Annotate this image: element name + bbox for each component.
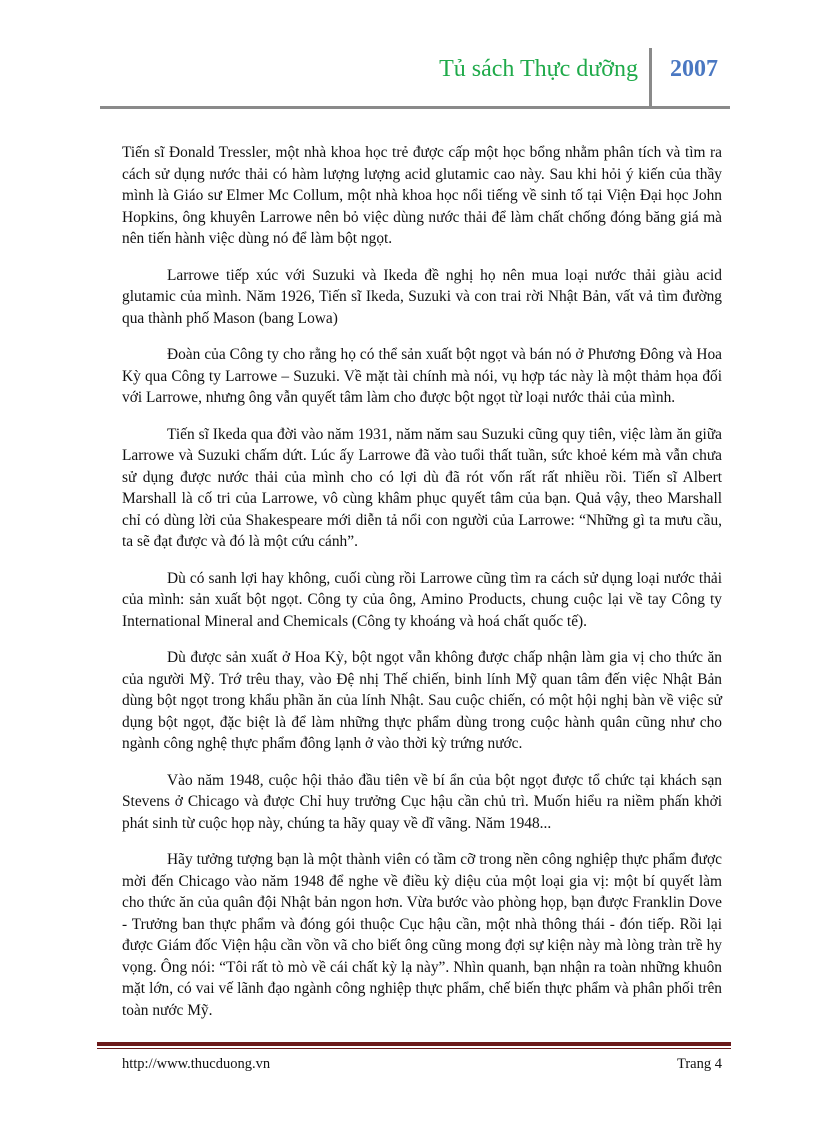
page-number: Trang 4 <box>677 1056 722 1072</box>
footer-url-link[interactable]: http://www.thucduong.vn <box>122 1056 271 1072</box>
paragraph: Larrowe tiếp xúc với Suzuki và Ikeda đề nghị họ nên mua loại nước thải giàu acid glutamic của mình. Năm 1926, Tiến sĩ Ikeda, Suzuki và con trai rời Nhật Bản, vất vả tìm đường qua thành phố Mason (bang Lowa) <box>122 266 722 327</box>
page-header <box>100 48 730 109</box>
header-title: Tủ sách Thực dưỡng <box>439 56 638 82</box>
header-divider <box>649 48 652 106</box>
paragraph: Vào năm 1948, cuộc hội thảo đầu tiên về bí ẩn của bột ngọt được tổ chức tại khách sạn Stevens ở Chicago và được Chỉ huy trưởng Cục hậu cần chủ trì. Muốn hiểu ra niềm phấn khởi phát sinh từ cuộc họp này, chúng ta hãy quay về dĩ vãng. Năm 1948... <box>122 771 722 832</box>
footer-divider <box>97 1042 731 1046</box>
document-body <box>122 142 722 1036</box>
header-year: 2007 <box>670 56 718 82</box>
paragraph: Đoàn của Công ty cho rằng họ có thể sản xuất bột ngọt và bán nó ở Phương Đông và Hoa Kỳ qua Công ty Larrowe – Suzuki. Về mặt tài chính mà nói, vụ hợp tác này là một thảm họa đối với Larrowe, nhưng ông vẫn quyết tâm làm cho được bột ngọt từ loại nước thải của mình. <box>122 346 722 406</box>
paragraph: Tiến sĩ Đonald Tressler, một nhà khoa học trẻ được cấp một học bổng nhằm phân tích và tìm ra cách sử dụng nước thải có hàm lượng lượng acid glutamic cao này. Sau khi hỏi ý kiến của thầy mình là Giáo sư Elmer Mc Collum, một nhà khoa học nổi tiếng về sinh tố tại Viện Đại học John Hopkins, ông khuyên Larrowe nên bỏ việc dùng nước thải để làm chất chống đóng băng giá mà nên tiến hành việc dùng nó để làm bột ngọt. <box>122 144 722 247</box>
paragraph: Hãy tưởng tượng bạn là một thành viên có tầm cỡ trong nền công nghiệp thực phẩm được mời đến Chicago vào năm 1948 để nghe về điều kỳ diệu của một loại gia vị: một bí quyết làm cho thức ăn của quân đội Nhật bản ngon hơn. Vừa bước vào phòng họp, bạn được Franklin Dove - Trưởng ban thực phẩm và đóng gói thuộc Cục hậu cần, một nhà thông thái - đón tiếp. Rồi lại được Giám đốc Viện hậu cần vồn vã cho biết ông cũng mong đợi sự kiện này mà lòng tràn trề hy vọng. Ông nói: “Tôi rất tò mò về cái chất kỳ lạ này”. Nhìn quanh, bạn nhận ra toàn những khuôn mặt lớn, có vai vế lãnh đạo ngành công nghiệp thực phẩm, chế biến thực phẩm và phân phối trên toàn nước Mỹ. <box>122 851 722 1019</box>
paragraph: Tiến sĩ Ikeda qua đời vào năm 1931, năm năm sau Suzuki cũng quy tiên, việc làm ăn giữa Larrowe và Suzuki chấm dứt. Lúc ấy Larrowe đã vào tuổi thất tuần, sức khoẻ kém mà vẫn chưa sử dụng được nước thải của mình cho có lợi dù đã rót vốn rất rất nhiều rồi. Tiến sĩ Albert Marshall là cố tri của Larrowe, vô cùng khâm phục quyết tâm của bạn. Quả vậy, theo Marshall chỉ có dùng lời của Shakespeare mới diễn tả nổi con người của Larrowe: “Những gì ta mưu cầu, ta sẽ đạt được và đó là một cứu cánh”. <box>122 425 722 550</box>
paragraph: Dù được sản xuất ở Hoa Kỳ, bột ngọt vẫn không được chấp nhận làm gia vị cho thức ăn của người Mỹ. Trớ trêu thay, vào Đệ nhị Thế chiến, binh lính Mỹ quan tâm đến việc Nhật Bản dùng bột ngọt trong khẩu phần ăn của lính Nhật. Sau cuộc chiến, có một hội nghị bàn về việc sử dụng bột ngọt, đặc biệt là để làm những thực phẩm dùng trong cuộc hành quân cũng như cho ngành công nghệ thực phẩm đông lạnh ở vào thời kỳ trứng nước. <box>122 649 722 752</box>
paragraph: Dù có sanh lợi hay không, cuối cùng rồi Larrowe cũng tìm ra cách sử dụng loại nước thải của mình: sản xuất bột ngọt. Công ty của ông, Amino Products, chung cuộc lại về tay Công ty International Mineral and Chemicals (Công ty khoáng và hoá chất quốc tế). <box>122 569 722 630</box>
page-footer <box>97 1042 731 1073</box>
footer-row <box>97 1049 731 1073</box>
